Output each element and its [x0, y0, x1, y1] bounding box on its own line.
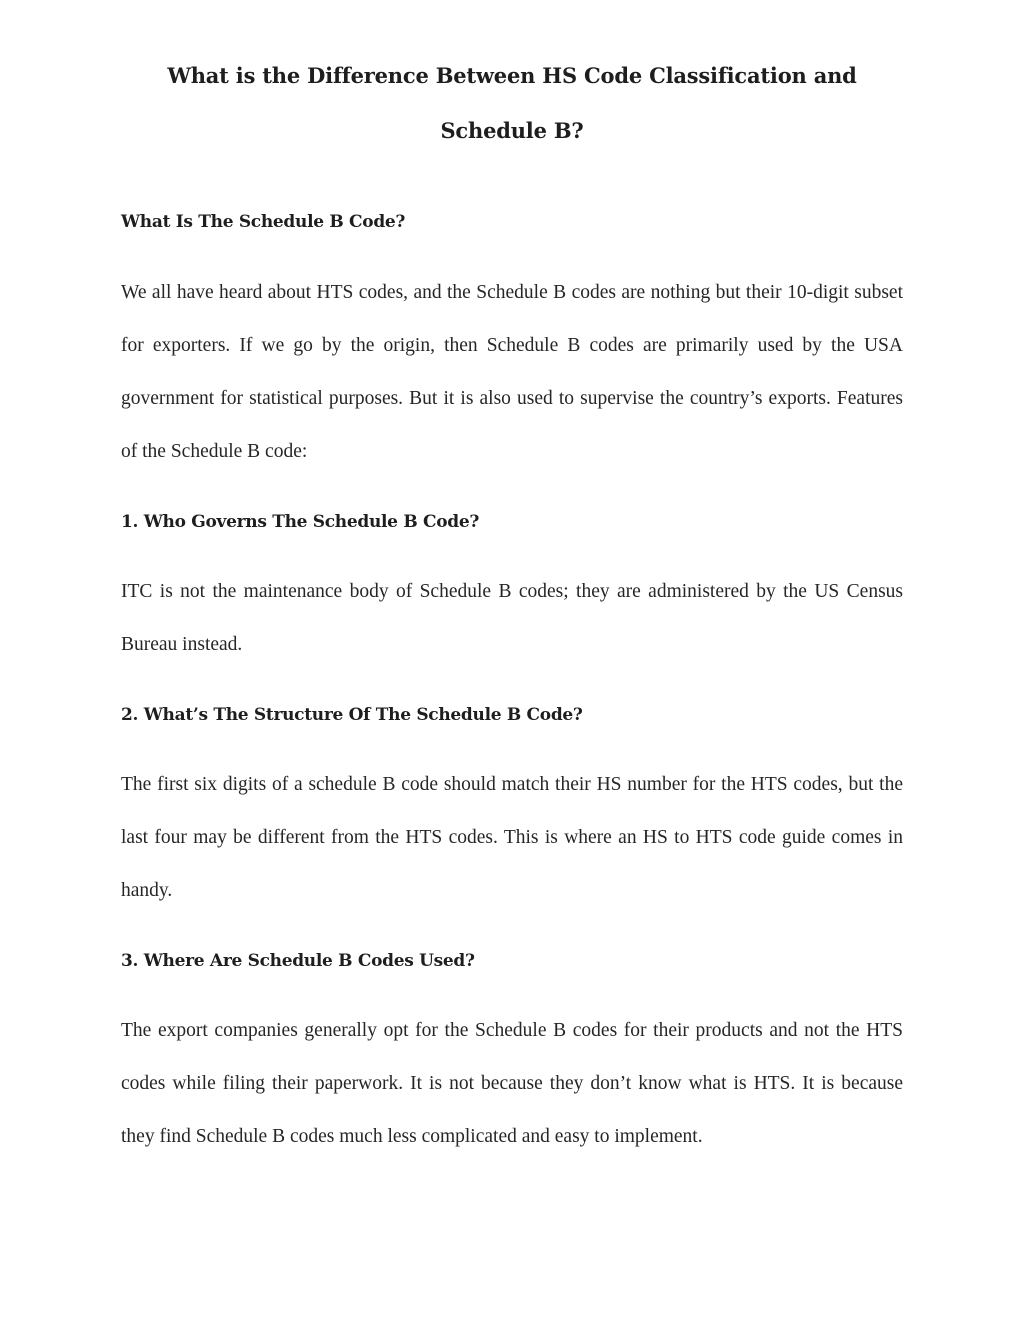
- section-heading-schedule-b-code: What Is The Schedule B Code?: [121, 212, 406, 232]
- section-body-structure: The first six digits of a schedule B code should match their HS number for the HTS codes, but the last four may be different from the HTS codes. This is where an HS to HTS code guide comes in handy.: [121, 774, 903, 901]
- section-heading-where-used: 3. Where Are Schedule B Codes Used?: [121, 951, 475, 971]
- section-heading-who-governs: 1. Who Governs The Schedule B Code?: [121, 512, 480, 532]
- section-heading-structure: 2. What’s The Structure Of The Schedule B Code?: [121, 705, 583, 725]
- section-body-where-used: The export companies generally opt for the Schedule B codes for their products and not the HTS codes while filing their paperwork. It is not because they don’t know what is HTS. It is because they find Schedule B codes much less complicated and easy to implement.: [121, 1020, 903, 1147]
- section-body-who-governs: ITC is not the maintenance body of Schedule B codes; they are administered by the US Census Bureau instead.: [121, 581, 903, 655]
- section-body-schedule-b-code: We all have heard about HTS codes, and the Schedule B codes are nothing but their 10-digit subset for exporters. If we go by the origin, then Schedule B codes are primarily used by the USA government for statistical purposes. But it is also used to supervise the country’s exports. Features of the Schedule B code:: [121, 282, 903, 462]
- document-title: What is the Difference Between HS Code Classification and Schedule B?: [167, 63, 857, 143]
